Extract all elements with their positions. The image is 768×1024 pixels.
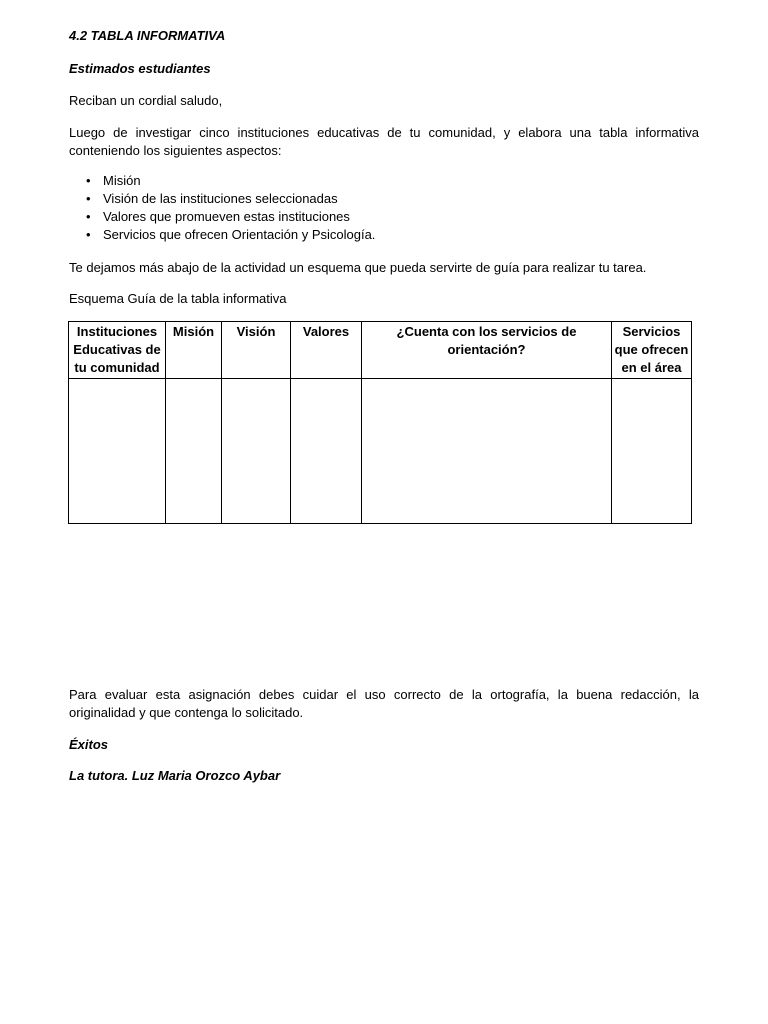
greeting-text: Reciban un cordial saludo,	[69, 93, 223, 108]
bullet-icon: •	[86, 173, 91, 188]
closing-text: Éxitos	[69, 737, 109, 752]
table-row	[69, 379, 692, 524]
evaluation-paragraph: Para evaluar esta asignación debes cuidar el uso correcto de la ortografía, la buena redacción, la originalidad y que contenga lo solicitado.	[69, 687, 699, 720]
signature: La tutora. Luz Maria Orozco Aybar	[69, 768, 281, 783]
table-cell	[612, 379, 692, 524]
section-title: 4.2 TABLA INFORMATIVA	[69, 28, 226, 43]
table-cell	[291, 379, 362, 524]
list-item	[86, 226, 723, 244]
bullet-icon: •	[86, 191, 91, 206]
aspects-list	[69, 172, 723, 244]
table-header-row	[69, 322, 692, 379]
column-header-mission: Misión	[166, 322, 222, 379]
intro-paragraph: Luego de investigar cinco instituciones educativas de tu comunidad, y elabora una tabla informativa conteniendo los siguientes aspectos:	[69, 125, 699, 158]
list-item	[86, 172, 723, 190]
table-cell	[222, 379, 291, 524]
list-item-text: Misión	[103, 173, 141, 188]
list-item	[86, 190, 723, 208]
list-item-text: Visión de las instituciones seleccionadas	[103, 191, 338, 206]
bullet-icon: •	[86, 209, 91, 224]
table-cell	[69, 379, 166, 524]
column-header-vision: Visión	[222, 322, 291, 379]
activity-note: Te dejamos más abajo de la actividad un esquema que pueda servirte de guía para realizar tu tarea.	[69, 260, 647, 275]
list-item	[86, 208, 723, 226]
schema-table	[68, 321, 692, 524]
greeting-heading: Estimados estudiantes	[69, 61, 211, 76]
table-cell	[166, 379, 222, 524]
column-header-area-services: Servicios que ofrecen en el área	[612, 322, 692, 379]
list-item-text: Servicios que ofrecen Orientación y Psicología.	[103, 227, 376, 242]
table-cell	[362, 379, 612, 524]
column-header-values: Valores	[291, 322, 362, 379]
column-header-orientation-services: ¿Cuenta con los servicios de orientación?	[362, 322, 612, 379]
bullet-icon: •	[86, 227, 91, 242]
schema-title: Esquema Guía de la tabla informativa	[69, 291, 287, 306]
column-header-institutions: Instituciones Educativas de tu comunidad	[69, 322, 166, 379]
list-item-text: Valores que promueven estas instituciones	[103, 209, 350, 224]
